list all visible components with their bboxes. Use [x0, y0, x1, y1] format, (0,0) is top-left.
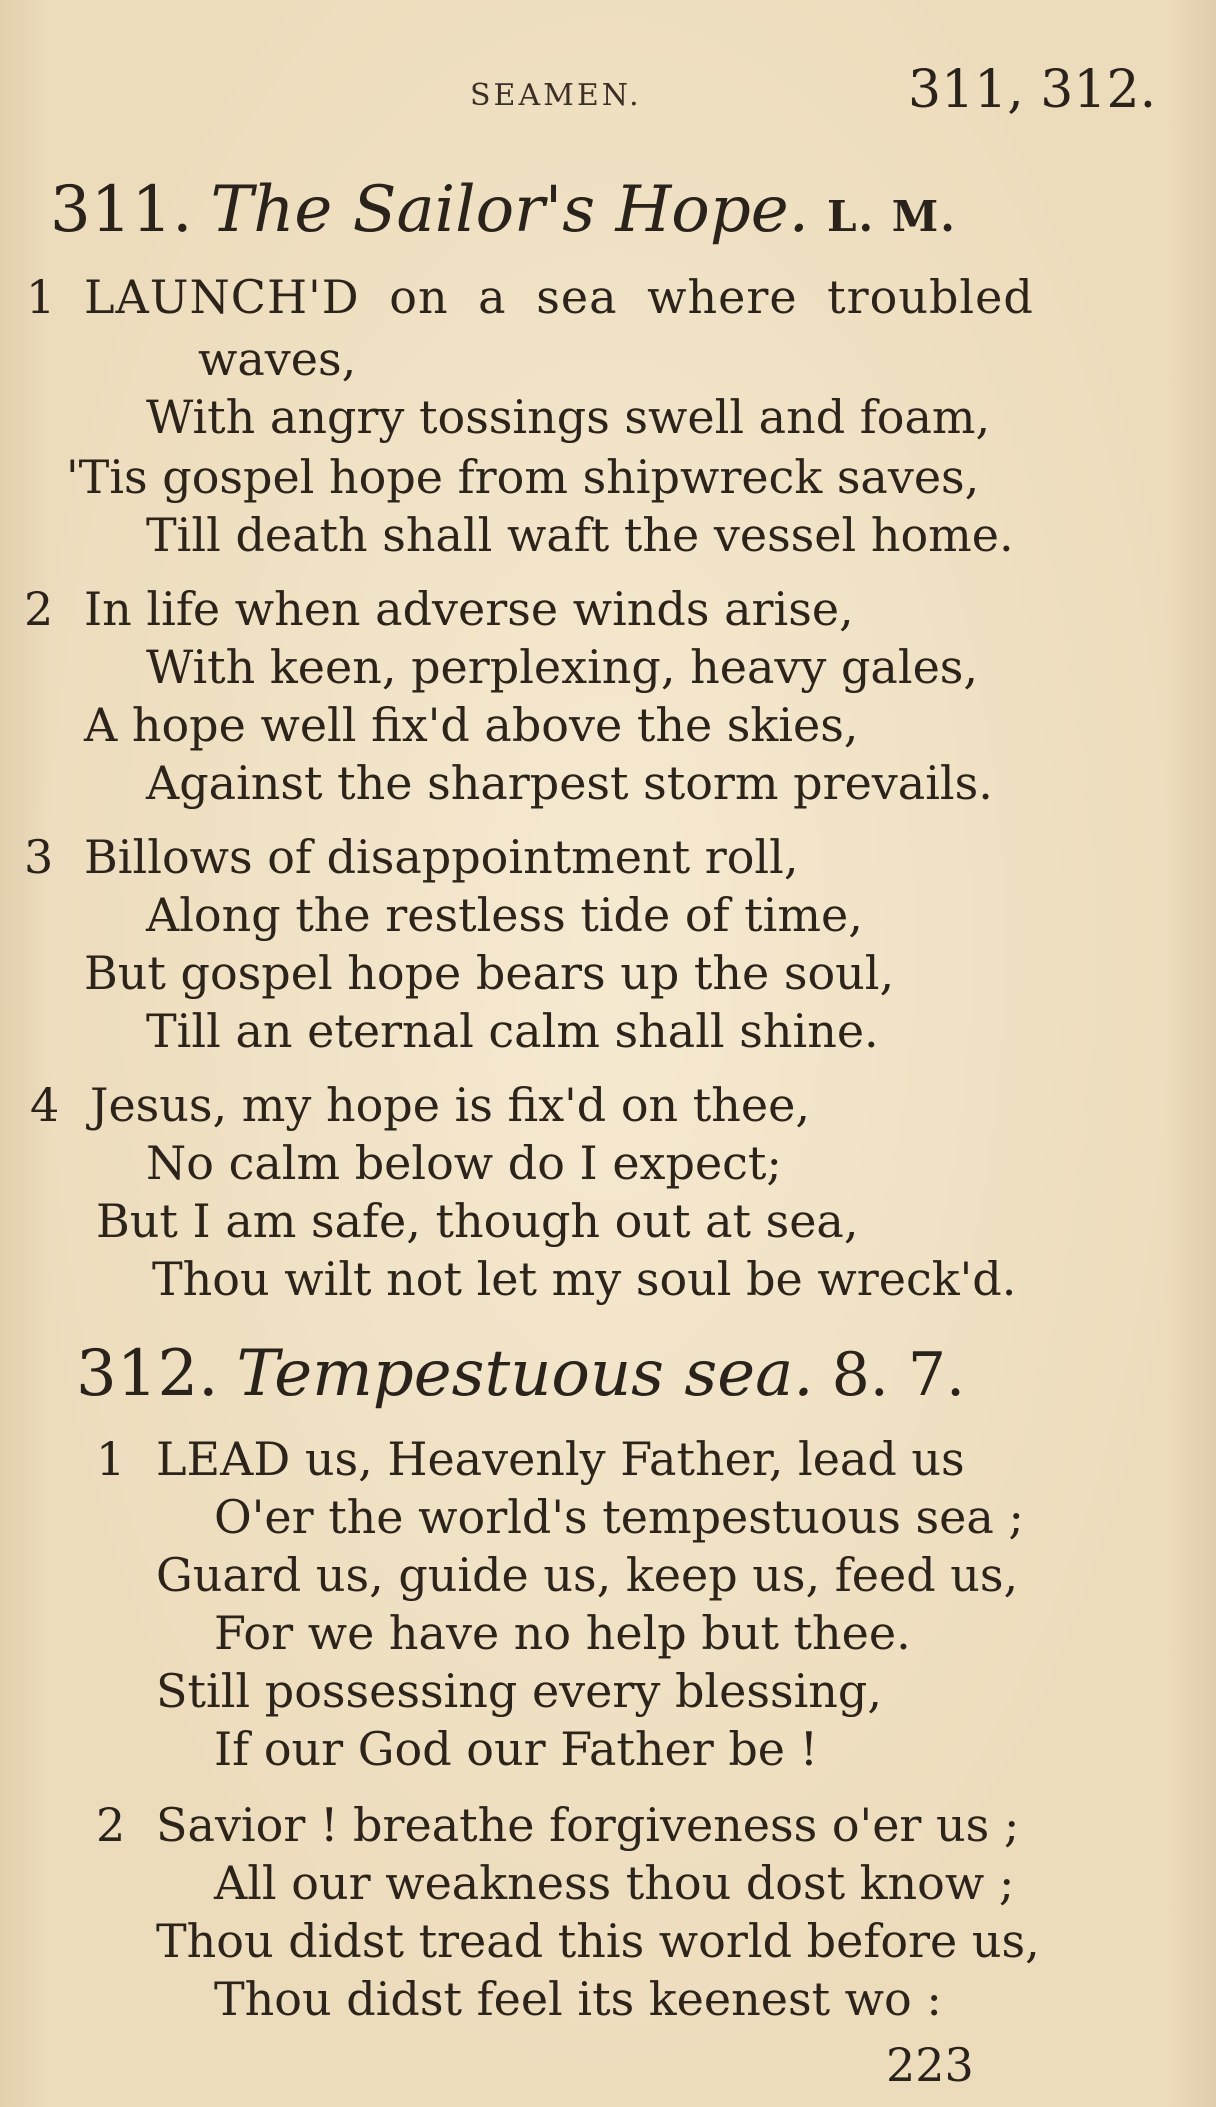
verse-line: Still possessing every blessing,: [156, 1664, 882, 1718]
hymn-meter: 8. 7.: [831, 1340, 966, 1410]
verse-line: With keen, perplexing, heavy gales,: [146, 640, 979, 694]
verse-line: Jesus, my hope is fix'd on thee,: [90, 1078, 810, 1132]
stanza-number: 1: [26, 270, 56, 324]
verse-line: waves,: [198, 332, 357, 386]
verse-line: If our God our Father be !: [214, 1722, 819, 1776]
stanza-number: 3: [24, 830, 54, 884]
stanza-number: 4: [30, 1078, 60, 1132]
stanza-number: 2: [24, 582, 54, 636]
page-range: 311, 312.: [908, 60, 1157, 120]
hymn-number: 311.: [50, 173, 193, 247]
hymn-name: The Sailor's Hope.: [210, 173, 809, 247]
hymn-meter: L. M.: [827, 192, 957, 241]
verse-line: Against the sharpest storm prevails.: [146, 756, 993, 810]
verse-line: With angry tossings swell and foam,: [146, 390, 991, 444]
verse-line: No calm below do I expect;: [146, 1136, 782, 1190]
hymn-name: Tempestuous sea.: [236, 1337, 814, 1411]
verse-line: LEAD us, Heavenly Father, lead us: [156, 1432, 965, 1486]
verse-line: Thou didst tread this world before us,: [156, 1914, 1040, 1968]
verse-line: But I am safe, though out at sea,: [96, 1194, 859, 1248]
verse-line: Thou wilt not let my soul be wreck'd.: [152, 1252, 1017, 1306]
verse-line: For we have no help but thee.: [214, 1606, 911, 1660]
stanza-number: 2: [96, 1798, 126, 1852]
verse-line: 'Tis gospel hope from shipwreck saves,: [66, 450, 980, 504]
stanza-number: 1: [96, 1432, 126, 1486]
verse-line: Till an eternal calm shall shine.: [146, 1004, 879, 1058]
verse-line: But gospel hope bears up the soul,: [84, 946, 895, 1000]
hymn-312-title: [76, 1337, 966, 1411]
verse-line: Savior ! breathe forgiveness o'er us ;: [156, 1798, 1020, 1852]
verse-line: In life when adverse winds arise,: [84, 582, 854, 636]
running-head: SEAMEN.: [470, 78, 642, 113]
page-folio: 223: [886, 2038, 974, 2092]
verse-line: O'er the world's tempestuous sea ;: [214, 1490, 1024, 1544]
hymn-number: 312.: [76, 1337, 219, 1411]
verse-line: Along the restless tide of time,: [146, 888, 863, 942]
verse-line: A hope well fix'd above the skies,: [84, 698, 859, 752]
verse-line: Guard us, guide us, keep us, feed us,: [156, 1548, 1019, 1602]
verse-line: Billows of disappointment roll,: [84, 830, 799, 884]
hymn-311-title: [50, 173, 957, 247]
verse-line: LAUNCH'D on a sea where troubled: [84, 270, 1034, 324]
verse-line: Till death shall waft the vessel home.: [146, 508, 1014, 562]
verse-line: Thou didst feel its keenest wo :: [214, 1972, 942, 2026]
verse-line: All our weakness thou dost know ;: [214, 1856, 1015, 1910]
